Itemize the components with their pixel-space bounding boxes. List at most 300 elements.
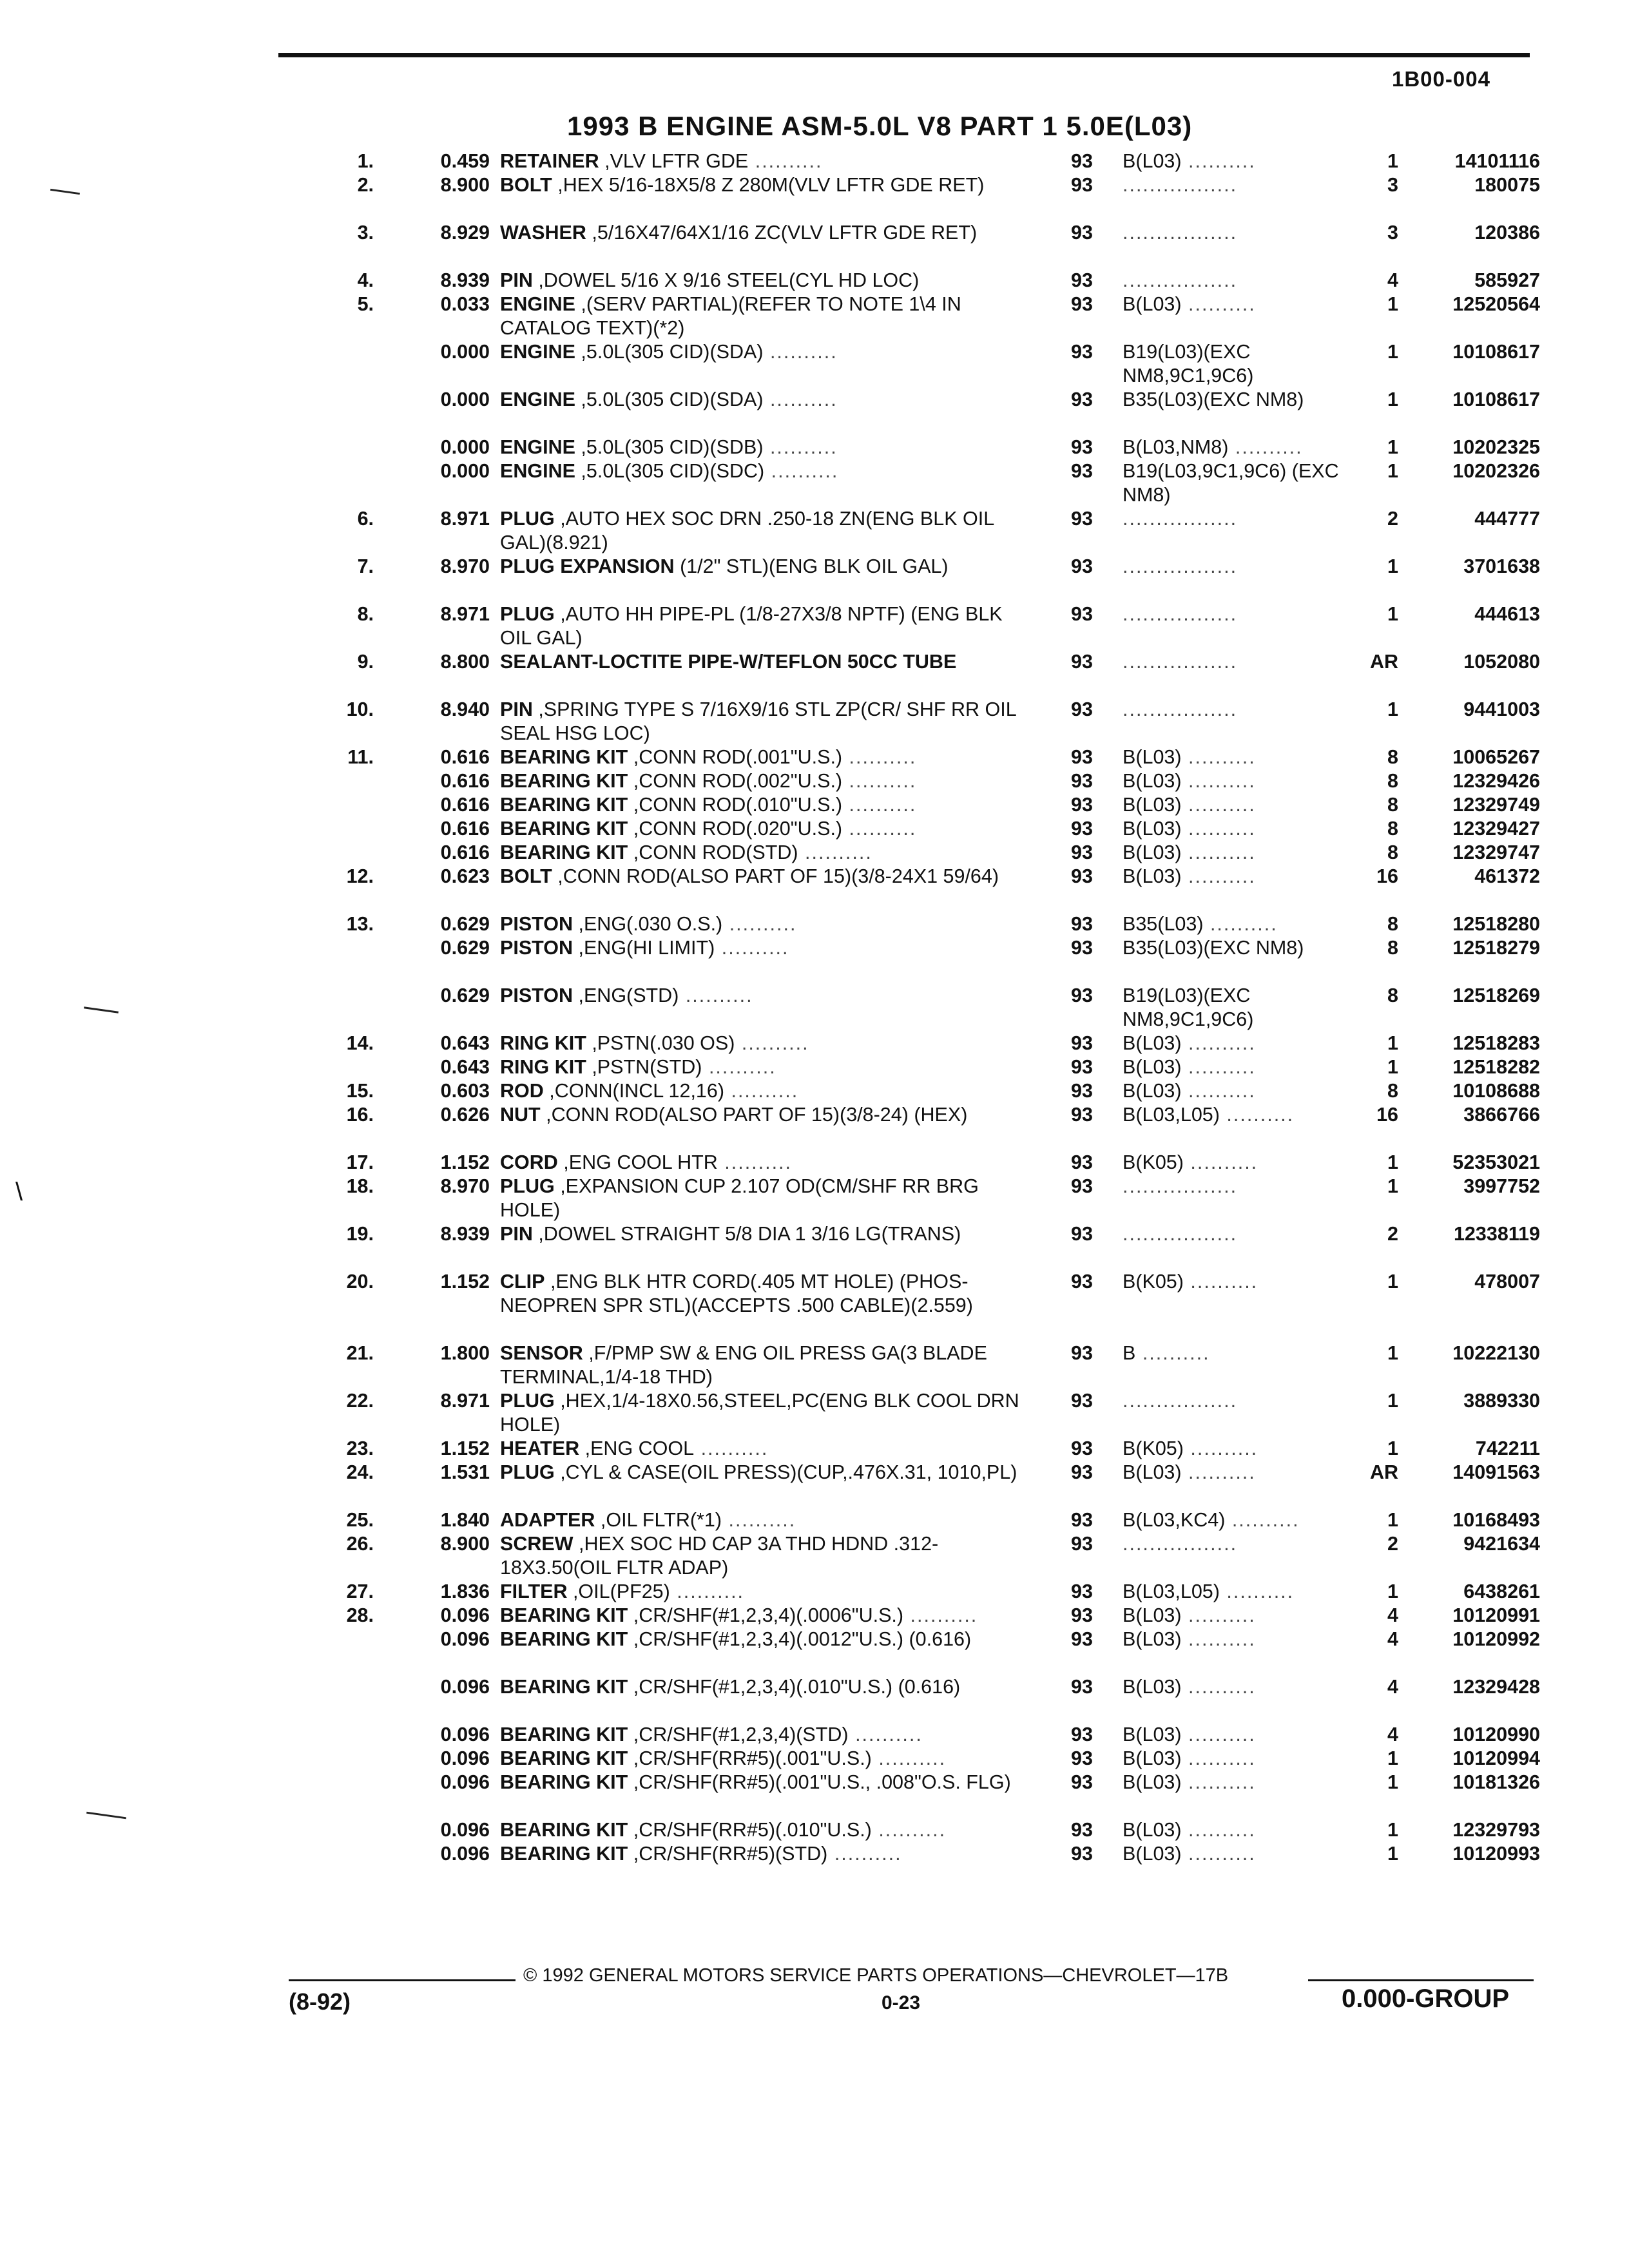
item-description bbox=[500, 293, 1028, 340]
illustration-ref: 0.616 bbox=[440, 841, 490, 863]
table-row bbox=[0, 698, 1629, 745]
application-text: B(L03,L05) bbox=[1123, 1104, 1220, 1126]
model-year: 93 bbox=[1071, 1390, 1093, 1412]
item-detail: ,OIL FLTR(*1) bbox=[595, 1509, 722, 1531]
item-description bbox=[500, 1508, 1028, 1532]
illustration-ref: 8.939 bbox=[440, 269, 490, 291]
item-detail: ,ENG COOL HTR bbox=[557, 1151, 718, 1173]
model-year: 93 bbox=[1071, 269, 1093, 291]
item-number: 24. bbox=[346, 1461, 374, 1483]
quantity: 8 bbox=[1387, 794, 1398, 816]
model-year: 93 bbox=[1071, 1771, 1093, 1793]
table-row bbox=[0, 1341, 1629, 1389]
item-number: 25. bbox=[346, 1509, 374, 1531]
footer-copyright: © 1992 GENERAL MOTORS SERVICE PARTS OPERATIONS—CHEVROLET—17B bbox=[523, 1965, 1229, 1986]
application bbox=[1123, 865, 1354, 889]
model-year: 93 bbox=[1071, 222, 1093, 244]
item-detail: ,5.0L(305 CID)(SDA) bbox=[575, 341, 764, 363]
application-text: B(L03) bbox=[1123, 1604, 1182, 1626]
table-row bbox=[0, 1055, 1629, 1079]
item-description bbox=[500, 1389, 1028, 1437]
application bbox=[1123, 1437, 1354, 1461]
application-text: B(L03) bbox=[1123, 746, 1182, 768]
part-number: 10108617 bbox=[1452, 341, 1540, 363]
item-detail: ,CR/SHF(RR#5)(STD) bbox=[628, 1843, 828, 1865]
illustration-ref: 8.939 bbox=[440, 1223, 490, 1245]
quantity: 1 bbox=[1387, 698, 1398, 720]
model-year: 93 bbox=[1071, 555, 1093, 577]
model-year: 93 bbox=[1071, 1747, 1093, 1769]
item-description bbox=[500, 149, 1028, 173]
illustration-ref: 8.929 bbox=[440, 222, 490, 244]
item-description bbox=[500, 1079, 1028, 1103]
illustration-ref: 0.603 bbox=[440, 1080, 490, 1102]
dot-leader: .......... bbox=[722, 1509, 796, 1531]
illustration-ref: 8.971 bbox=[440, 603, 490, 625]
item-description bbox=[500, 984, 1028, 1008]
item-description bbox=[500, 1222, 1028, 1246]
dot-leader: .......... bbox=[1181, 1819, 1256, 1841]
application bbox=[1123, 602, 1354, 626]
item-number: 21. bbox=[346, 1342, 374, 1364]
footer-date: (8-92) bbox=[289, 1988, 351, 2015]
item-description bbox=[500, 1151, 1028, 1175]
model-year: 93 bbox=[1071, 1676, 1093, 1698]
dot-leader: .......... bbox=[724, 1080, 799, 1102]
illustration-ref: 1.836 bbox=[440, 1581, 490, 1602]
quantity: 4 bbox=[1387, 1676, 1398, 1698]
model-year: 93 bbox=[1071, 1342, 1093, 1364]
item-name: NUT bbox=[500, 1104, 541, 1126]
part-number: 10120993 bbox=[1452, 1843, 1540, 1865]
table-row bbox=[0, 1079, 1629, 1103]
dot-leader: .......... bbox=[871, 1747, 947, 1769]
quantity: 4 bbox=[1387, 269, 1398, 291]
illustration-ref: 0.616 bbox=[440, 794, 490, 816]
dot-leader: .......... bbox=[1181, 1771, 1256, 1793]
illustration-ref: 0.096 bbox=[440, 1604, 490, 1626]
dot-leader: .......... bbox=[763, 389, 838, 410]
quantity: 4 bbox=[1387, 1628, 1398, 1650]
item-description bbox=[500, 436, 1028, 459]
group-label: 0.000-GROUP bbox=[1342, 1984, 1510, 2013]
quantity: 1 bbox=[1387, 1509, 1398, 1531]
item-name: BEARING KIT bbox=[500, 794, 628, 816]
table-row bbox=[0, 1389, 1629, 1437]
model-year: 93 bbox=[1071, 603, 1093, 625]
model-year: 93 bbox=[1071, 770, 1093, 792]
item-name: PIN bbox=[500, 698, 533, 720]
item-name: WASHER bbox=[500, 222, 586, 244]
illustration-ref: 0.000 bbox=[440, 460, 490, 482]
part-number: 742211 bbox=[1475, 1437, 1540, 1459]
table-row bbox=[0, 912, 1629, 936]
quantity: 1 bbox=[1387, 1771, 1398, 1793]
item-description bbox=[500, 1175, 1028, 1222]
table-row bbox=[0, 1723, 1629, 1747]
part-number: 12518282 bbox=[1452, 1056, 1540, 1078]
item-name: BEARING KIT bbox=[500, 1724, 628, 1745]
item-name: PLUG bbox=[500, 1390, 555, 1412]
illustration-ref: 0.623 bbox=[440, 865, 490, 887]
table-row bbox=[0, 340, 1629, 388]
dot-leader: ................. bbox=[1123, 555, 1238, 577]
application bbox=[1123, 984, 1354, 1032]
application bbox=[1123, 1532, 1354, 1556]
item-detail: ,CONN ROD(STD) bbox=[628, 841, 798, 863]
application bbox=[1123, 817, 1354, 841]
table-row bbox=[0, 1842, 1629, 1866]
dot-leader: .......... bbox=[715, 937, 789, 959]
quantity: 1 bbox=[1387, 1151, 1398, 1173]
application bbox=[1123, 1675, 1354, 1699]
quantity: 1 bbox=[1387, 555, 1398, 577]
item-detail: ,AUTO HEX SOC DRN .250-18 ZN(ENG BLK OIL GAL)(8.921) bbox=[500, 508, 994, 553]
item-number: 28. bbox=[346, 1604, 374, 1626]
model-year: 93 bbox=[1071, 794, 1093, 816]
dot-leader: .......... bbox=[1181, 293, 1256, 315]
part-number: 10202325 bbox=[1452, 436, 1540, 458]
quantity: 1 bbox=[1387, 1175, 1398, 1197]
table-row bbox=[0, 1628, 1629, 1675]
part-number: 9441003 bbox=[1463, 698, 1540, 720]
model-year: 93 bbox=[1071, 746, 1093, 768]
dot-leader: .......... bbox=[1181, 1724, 1256, 1745]
item-detail: ,VLV LFTR GDE bbox=[599, 150, 749, 172]
model-year: 93 bbox=[1071, 1724, 1093, 1745]
application bbox=[1123, 650, 1354, 674]
part-number: 10181326 bbox=[1452, 1771, 1540, 1793]
item-description bbox=[500, 698, 1028, 745]
dot-leader: ................. bbox=[1123, 174, 1238, 196]
item-number: 12. bbox=[346, 865, 374, 887]
application-text: B(L03,NM8) bbox=[1123, 436, 1229, 458]
model-year: 93 bbox=[1071, 1819, 1093, 1841]
illustration-ref: 8.971 bbox=[440, 508, 490, 530]
item-number: 3. bbox=[357, 222, 374, 244]
model-year: 93 bbox=[1071, 460, 1093, 482]
illustration-ref: 1.152 bbox=[440, 1271, 490, 1293]
model-year: 93 bbox=[1071, 1271, 1093, 1293]
illustration-ref: 0.629 bbox=[440, 937, 490, 959]
model-year: 93 bbox=[1071, 1032, 1093, 1054]
quantity: 3 bbox=[1387, 174, 1398, 196]
application bbox=[1123, 1222, 1354, 1246]
item-number: 14. bbox=[346, 1032, 374, 1054]
item-detail: ,PSTN(STD) bbox=[586, 1056, 702, 1078]
table-row bbox=[0, 650, 1629, 698]
table-row bbox=[0, 793, 1629, 817]
item-number: 4. bbox=[357, 269, 374, 291]
item-detail: ,CR/SHF(RR#5)(.001"U.S.) bbox=[628, 1747, 872, 1769]
model-year: 93 bbox=[1071, 937, 1093, 959]
illustration-ref: 0.459 bbox=[440, 150, 490, 172]
item-number: 26. bbox=[346, 1533, 374, 1555]
model-year: 93 bbox=[1071, 1581, 1093, 1602]
quantity: 1 bbox=[1387, 436, 1398, 458]
item-number: 18. bbox=[346, 1175, 374, 1197]
dot-leader: .......... bbox=[848, 1724, 923, 1745]
part-number: 120386 bbox=[1474, 222, 1540, 244]
table-row bbox=[0, 1175, 1629, 1222]
part-number: 12329427 bbox=[1452, 818, 1540, 840]
item-detail: ,CONN ROD(ALSO PART OF 15)(3/8-24X1 59/64) bbox=[552, 865, 999, 887]
table-row bbox=[0, 745, 1629, 769]
application bbox=[1123, 1389, 1354, 1413]
dot-leader: .......... bbox=[679, 985, 753, 1006]
item-name: SENSOR bbox=[500, 1342, 583, 1364]
table-row bbox=[0, 1103, 1629, 1151]
model-year: 93 bbox=[1071, 1151, 1093, 1173]
item-description bbox=[500, 221, 1028, 245]
item-description bbox=[500, 1818, 1028, 1842]
application bbox=[1123, 388, 1354, 412]
item-name: PLUG bbox=[500, 1175, 555, 1197]
dot-leader: .......... bbox=[1181, 1056, 1256, 1078]
application-text: B(L03) bbox=[1123, 794, 1182, 816]
table-row bbox=[0, 1532, 1629, 1580]
dot-leader: .......... bbox=[1183, 1151, 1258, 1173]
item-name: PIN bbox=[500, 1223, 533, 1245]
item-name: PLUG bbox=[500, 603, 555, 625]
application-text: B35(L03) bbox=[1123, 913, 1204, 935]
item-name: PIN bbox=[500, 269, 533, 291]
application bbox=[1123, 555, 1354, 579]
quantity: 8 bbox=[1387, 913, 1398, 935]
quantity: 4 bbox=[1387, 1724, 1398, 1745]
item-name: ENGINE bbox=[500, 293, 575, 315]
part-number: 478007 bbox=[1474, 1271, 1540, 1293]
item-description bbox=[500, 1747, 1028, 1771]
item-number: 9. bbox=[357, 651, 374, 673]
illustration-ref: 0.096 bbox=[440, 1819, 490, 1841]
part-number: 10120992 bbox=[1452, 1628, 1540, 1650]
table-row bbox=[0, 555, 1629, 602]
application bbox=[1123, 769, 1354, 793]
part-number: 12329749 bbox=[1452, 794, 1540, 816]
item-detail: ,F/PMP SW & ENG OIL PRESS GA(3 BLADE TERMINAL,1/4-18 THD) bbox=[500, 1342, 987, 1388]
item-detail: ,CR/SHF(#1,2,3,4)(STD) bbox=[628, 1724, 849, 1745]
model-year: 93 bbox=[1071, 1223, 1093, 1245]
application bbox=[1123, 1461, 1354, 1485]
dot-leader: ................. bbox=[1123, 1175, 1238, 1197]
table-row bbox=[0, 507, 1629, 555]
quantity: 3 bbox=[1387, 222, 1398, 244]
part-number: 12518280 bbox=[1452, 913, 1540, 935]
page-number: 0-23 bbox=[882, 1992, 921, 2013]
illustration-ref: 0.096 bbox=[440, 1724, 490, 1745]
table-row bbox=[0, 1032, 1629, 1055]
application bbox=[1123, 1628, 1354, 1651]
illustration-ref: 0.616 bbox=[440, 818, 490, 840]
application bbox=[1123, 745, 1354, 769]
table-row bbox=[0, 1270, 1629, 1341]
item-description bbox=[500, 555, 1028, 579]
application-text: B(L03) bbox=[1123, 865, 1182, 887]
table-row bbox=[0, 1818, 1629, 1842]
item-name: ENGINE bbox=[500, 389, 575, 410]
illustration-ref: 0.616 bbox=[440, 746, 490, 768]
quantity: 1 bbox=[1387, 1843, 1398, 1865]
quantity: 1 bbox=[1387, 460, 1398, 482]
quantity: 1 bbox=[1387, 1271, 1398, 1293]
part-number: 12520564 bbox=[1452, 293, 1540, 315]
dot-leader: ................. bbox=[1123, 1533, 1238, 1555]
model-year: 93 bbox=[1071, 1461, 1093, 1483]
model-year: 93 bbox=[1071, 1080, 1093, 1102]
item-number: 2. bbox=[357, 174, 374, 196]
item-description bbox=[500, 602, 1028, 650]
table-row bbox=[0, 221, 1629, 269]
application-text: B(L03) bbox=[1123, 770, 1182, 792]
item-description bbox=[500, 1532, 1028, 1580]
item-number: 16. bbox=[346, 1104, 374, 1126]
item-detail: ,CONN(INCL 12,16) bbox=[543, 1080, 724, 1102]
item-name: BEARING KIT bbox=[500, 1843, 628, 1865]
item-name: RETAINER bbox=[500, 150, 599, 172]
table-row bbox=[0, 865, 1629, 912]
item-description bbox=[500, 650, 1028, 674]
item-detail: ,CYL & CASE(OIL PRESS)(CUP,.476X.31, 1010,PL) bbox=[554, 1461, 1017, 1483]
item-detail: ,5.0L(305 CID)(SDA) bbox=[575, 389, 764, 410]
item-detail: (1/2" STL)(ENG BLK OIL GAL) bbox=[674, 555, 949, 577]
dot-leader: .......... bbox=[763, 341, 838, 363]
application-text: B(L03) bbox=[1123, 1032, 1182, 1054]
illustration-ref: 0.033 bbox=[440, 293, 490, 315]
part-number: 10108688 bbox=[1452, 1080, 1540, 1102]
item-detail: ,ENG(HI LIMIT) bbox=[573, 937, 715, 959]
item-number: 20. bbox=[346, 1271, 374, 1293]
application-text: B(L03) bbox=[1123, 150, 1182, 172]
dot-leader: .......... bbox=[1135, 1342, 1210, 1364]
model-year: 93 bbox=[1071, 985, 1093, 1006]
part-number: 12518279 bbox=[1452, 937, 1540, 959]
item-number: 23. bbox=[346, 1437, 374, 1459]
table-row bbox=[0, 149, 1629, 173]
parts-list bbox=[0, 149, 1629, 1866]
illustration-ref: 0.000 bbox=[440, 389, 490, 410]
part-number: 12329426 bbox=[1452, 770, 1540, 792]
table-row bbox=[0, 173, 1629, 221]
application bbox=[1123, 1580, 1354, 1604]
application bbox=[1123, 1055, 1354, 1079]
model-year: 93 bbox=[1071, 436, 1093, 458]
quantity: 1 bbox=[1387, 1342, 1398, 1364]
part-number: 180075 bbox=[1474, 174, 1540, 196]
application-text: B(L03) bbox=[1123, 1080, 1182, 1102]
item-number: 6. bbox=[357, 508, 374, 530]
application-text: B(L03) bbox=[1123, 1843, 1182, 1865]
quantity: 1 bbox=[1387, 341, 1398, 363]
dot-leader: .......... bbox=[735, 1032, 809, 1054]
application-text: B(L03) bbox=[1123, 293, 1182, 315]
item-name: PISTON bbox=[500, 913, 573, 935]
dot-leader: .......... bbox=[1181, 865, 1256, 887]
part-number: 3997752 bbox=[1463, 1175, 1540, 1197]
quantity: AR bbox=[1369, 651, 1398, 673]
item-description bbox=[500, 173, 1028, 197]
dot-leader: .......... bbox=[871, 1819, 947, 1841]
part-number: 9421634 bbox=[1463, 1533, 1540, 1555]
item-description bbox=[500, 1842, 1028, 1866]
item-detail: ,CONN ROD(.020"U.S.) bbox=[628, 818, 843, 840]
quantity: 8 bbox=[1387, 818, 1398, 840]
application bbox=[1123, 173, 1354, 197]
part-number: 12329793 bbox=[1452, 1819, 1540, 1841]
item-detail: ,ENG(.030 O.S.) bbox=[573, 913, 723, 935]
item-description bbox=[500, 1628, 1028, 1651]
part-number: 10120990 bbox=[1452, 1724, 1540, 1745]
dot-leader: .......... bbox=[1181, 841, 1256, 863]
dot-leader: .......... bbox=[798, 841, 872, 863]
application-text: B19(L03)(EXC NM8,9C1,9C6) bbox=[1123, 985, 1254, 1030]
model-year: 93 bbox=[1071, 150, 1093, 172]
dot-leader: .......... bbox=[842, 794, 917, 816]
page-title: 1993 B ENGINE ASM-5.0L V8 PART 1 5.0E(L03) bbox=[567, 111, 1193, 141]
item-description bbox=[500, 1675, 1028, 1699]
model-year: 93 bbox=[1071, 1533, 1093, 1555]
illustration-ref: 0.643 bbox=[440, 1056, 490, 1078]
table-row bbox=[0, 841, 1629, 865]
item-name: CLIP bbox=[500, 1271, 545, 1293]
quantity: 1 bbox=[1387, 603, 1398, 625]
application-text: B19(L03,9C1,9C6) (EXC NM8) bbox=[1123, 460, 1339, 506]
item-number: 17. bbox=[346, 1151, 374, 1173]
dot-leader: .......... bbox=[764, 460, 839, 482]
part-number: 3701638 bbox=[1463, 555, 1540, 577]
dot-leader: .......... bbox=[748, 150, 823, 172]
top-rule bbox=[278, 53, 1530, 57]
item-detail: ,CONN ROD(.002"U.S.) bbox=[628, 770, 843, 792]
application-text: B(L03,L05) bbox=[1123, 1581, 1220, 1602]
application-text: B bbox=[1123, 1342, 1136, 1364]
item-description bbox=[500, 817, 1028, 841]
dot-leader: ................. bbox=[1123, 508, 1238, 530]
table-row bbox=[0, 1771, 1629, 1818]
table-row bbox=[0, 1222, 1629, 1270]
item-detail: ,CONN ROD(.001"U.S.) bbox=[628, 746, 843, 768]
dot-leader: .......... bbox=[1181, 1747, 1256, 1769]
item-description bbox=[500, 1604, 1028, 1628]
catalog-code: 1B00-004 bbox=[1392, 67, 1490, 91]
application-text: B(K05) bbox=[1123, 1437, 1184, 1459]
model-year: 93 bbox=[1071, 1628, 1093, 1650]
dot-leader: .......... bbox=[1219, 1104, 1295, 1126]
quantity: 1 bbox=[1387, 1747, 1398, 1769]
illustration-ref: 1.152 bbox=[440, 1151, 490, 1173]
table-row bbox=[0, 1508, 1629, 1532]
illustration-ref: 0.096 bbox=[440, 1747, 490, 1769]
item-description bbox=[500, 507, 1028, 555]
dot-leader: .......... bbox=[702, 1056, 776, 1078]
item-name: BEARING KIT bbox=[500, 770, 628, 792]
dot-leader: .......... bbox=[1181, 1032, 1256, 1054]
illustration-ref: 0.000 bbox=[440, 341, 490, 363]
application-text: B(L03,KC4) bbox=[1123, 1509, 1226, 1531]
part-number: 10108617 bbox=[1452, 389, 1540, 410]
item-description bbox=[500, 1437, 1028, 1461]
application-text: B35(L03)(EXC NM8) bbox=[1123, 389, 1304, 410]
quantity: 1 bbox=[1387, 1390, 1398, 1412]
dot-leader: ................. bbox=[1123, 269, 1238, 291]
item-description bbox=[500, 1032, 1028, 1055]
quantity: 2 bbox=[1387, 1223, 1398, 1245]
quantity: 8 bbox=[1387, 841, 1398, 863]
item-detail: ,HEX,1/4-18X0.56,STEEL,PC(ENG BLK COOL DRN HOLE) bbox=[500, 1390, 1019, 1436]
quantity: 16 bbox=[1376, 865, 1398, 887]
part-number: 10168493 bbox=[1452, 1509, 1540, 1531]
application-text: B(L03) bbox=[1123, 1056, 1182, 1078]
